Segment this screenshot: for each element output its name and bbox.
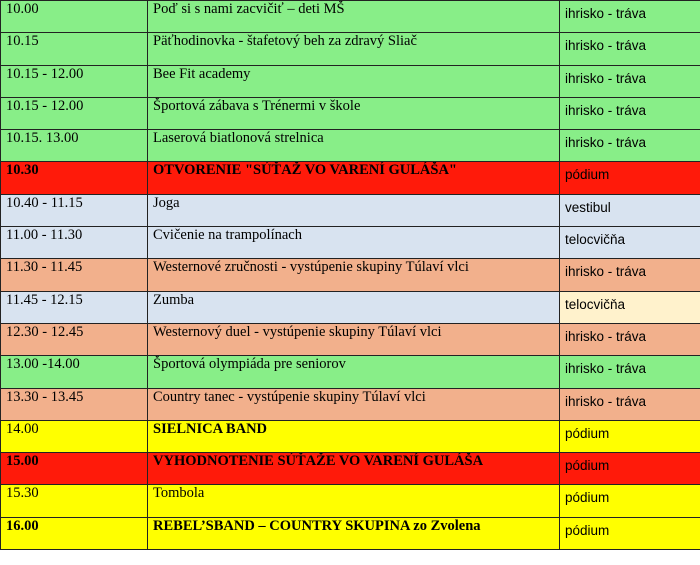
schedule-row (1, 420, 700, 452)
row-event: OTVORENIE "SÚŤAŽ VO VARENÍ GULÁŠA" (148, 162, 560, 194)
row-location-label: vestibul (565, 199, 611, 215)
row-location (560, 323, 700, 355)
schedule-row (1, 227, 700, 259)
row-location (560, 194, 700, 226)
row-event: SIELNICA BAND (148, 420, 560, 452)
row-location-label: ihrisko - tráva (565, 70, 647, 86)
row-event: Športová olympiáda pre seniorov (148, 356, 560, 388)
row-location-label: ihrisko - tráva (565, 264, 647, 280)
row-location-label: ihrisko - tráva (565, 361, 647, 377)
row-time: 14.00 (1, 420, 148, 452)
row-location (560, 227, 700, 259)
row-event: Westernový duel - vystúpenie skupiny Túlaví vlci (148, 323, 560, 355)
row-time: 16.00 (1, 517, 148, 549)
schedule-row (1, 65, 700, 97)
schedule-row (1, 162, 700, 194)
row-event: Joga (148, 194, 560, 226)
row-time: 15.30 (1, 485, 148, 517)
row-location-label: pódium (565, 458, 610, 474)
row-event: Poď si s nami zacvičiť – deti MŠ (148, 1, 560, 33)
row-location-label: ihrisko - tráva (565, 102, 647, 118)
row-event: Športová zábava s Trénermi v škole (148, 97, 560, 129)
schedule-row (1, 453, 700, 485)
row-location-label: pódium (565, 425, 610, 441)
schedule-row (1, 194, 700, 226)
row-time: 11.00 - 11.30 (1, 227, 148, 259)
row-location (560, 356, 700, 388)
row-location (560, 291, 700, 323)
row-time: 10.15 (1, 33, 148, 65)
schedule-row (1, 1, 700, 33)
row-location-label: pódium (565, 490, 610, 506)
row-event: REBEL’SBAND – COUNTRY SKUPINA zo Zvolena (148, 517, 560, 549)
row-location-label: ihrisko - tráva (565, 38, 647, 54)
row-location-label: telocvičňa (565, 296, 626, 312)
row-location (560, 485, 700, 517)
row-event: Laserová biatlonová strelnica (148, 130, 560, 162)
row-time: 10.30 (1, 162, 148, 194)
row-location-label: ihrisko - tráva (565, 328, 647, 344)
row-time: 12.30 - 12.45 (1, 323, 148, 355)
row-event: Bee Fit academy (148, 65, 560, 97)
schedule-row (1, 388, 700, 420)
row-location (560, 420, 700, 452)
row-location (560, 65, 700, 97)
row-event: VYHODNOTENIE SÚŤAŽE VO VARENÍ GULÁŠA (148, 453, 560, 485)
row-time: 10.15 - 12.00 (1, 97, 148, 129)
row-time: 10.40 - 11.15 (1, 194, 148, 226)
row-time: 10.15 - 12.00 (1, 65, 148, 97)
row-location-label: pódium (565, 167, 610, 183)
schedule-row (1, 323, 700, 355)
row-location-label: ihrisko - tráva (565, 6, 647, 21)
row-location (560, 453, 700, 485)
row-event: Cvičenie na trampolínach (148, 227, 560, 259)
row-event: Tombola (148, 485, 560, 517)
row-time: 10.15. 13.00 (1, 130, 148, 162)
row-location (560, 130, 700, 162)
row-location-label: pódium (565, 522, 610, 538)
row-time: 11.45 - 12.15 (1, 291, 148, 323)
row-location-label: telocvičňa (565, 232, 626, 248)
row-time: 13.00 -14.00 (1, 356, 148, 388)
row-time: 15.00 (1, 453, 148, 485)
schedule-body (1, 1, 700, 550)
row-location (560, 259, 700, 291)
row-event: Päťhodinovka - štafetový beh za zdravý Sliač (148, 33, 560, 65)
schedule-row (1, 130, 700, 162)
row-location-label: ihrisko - tráva (565, 135, 647, 151)
schedule-row (1, 259, 700, 291)
row-location (560, 517, 700, 549)
schedule-row (1, 97, 700, 129)
row-location-label: ihrisko - tráva (565, 393, 647, 409)
schedule-row (1, 356, 700, 388)
row-event: Zumba (148, 291, 560, 323)
row-time: 11.30 - 11.45 (1, 259, 148, 291)
schedule-row (1, 33, 700, 65)
row-location (560, 1, 700, 33)
row-location (560, 388, 700, 420)
schedule-row (1, 517, 700, 549)
row-time: 13.30 - 13.45 (1, 388, 148, 420)
row-location (560, 162, 700, 194)
schedule-row (1, 485, 700, 517)
schedule-row (1, 291, 700, 323)
row-location (560, 33, 700, 65)
row-event: Country tanec - vystúpenie skupiny Túlaví vlci (148, 388, 560, 420)
row-time: 10.00 (1, 1, 148, 33)
row-location (560, 97, 700, 129)
row-event: Westernové zručnosti - vystúpenie skupiny Túlaví vlci (148, 259, 560, 291)
